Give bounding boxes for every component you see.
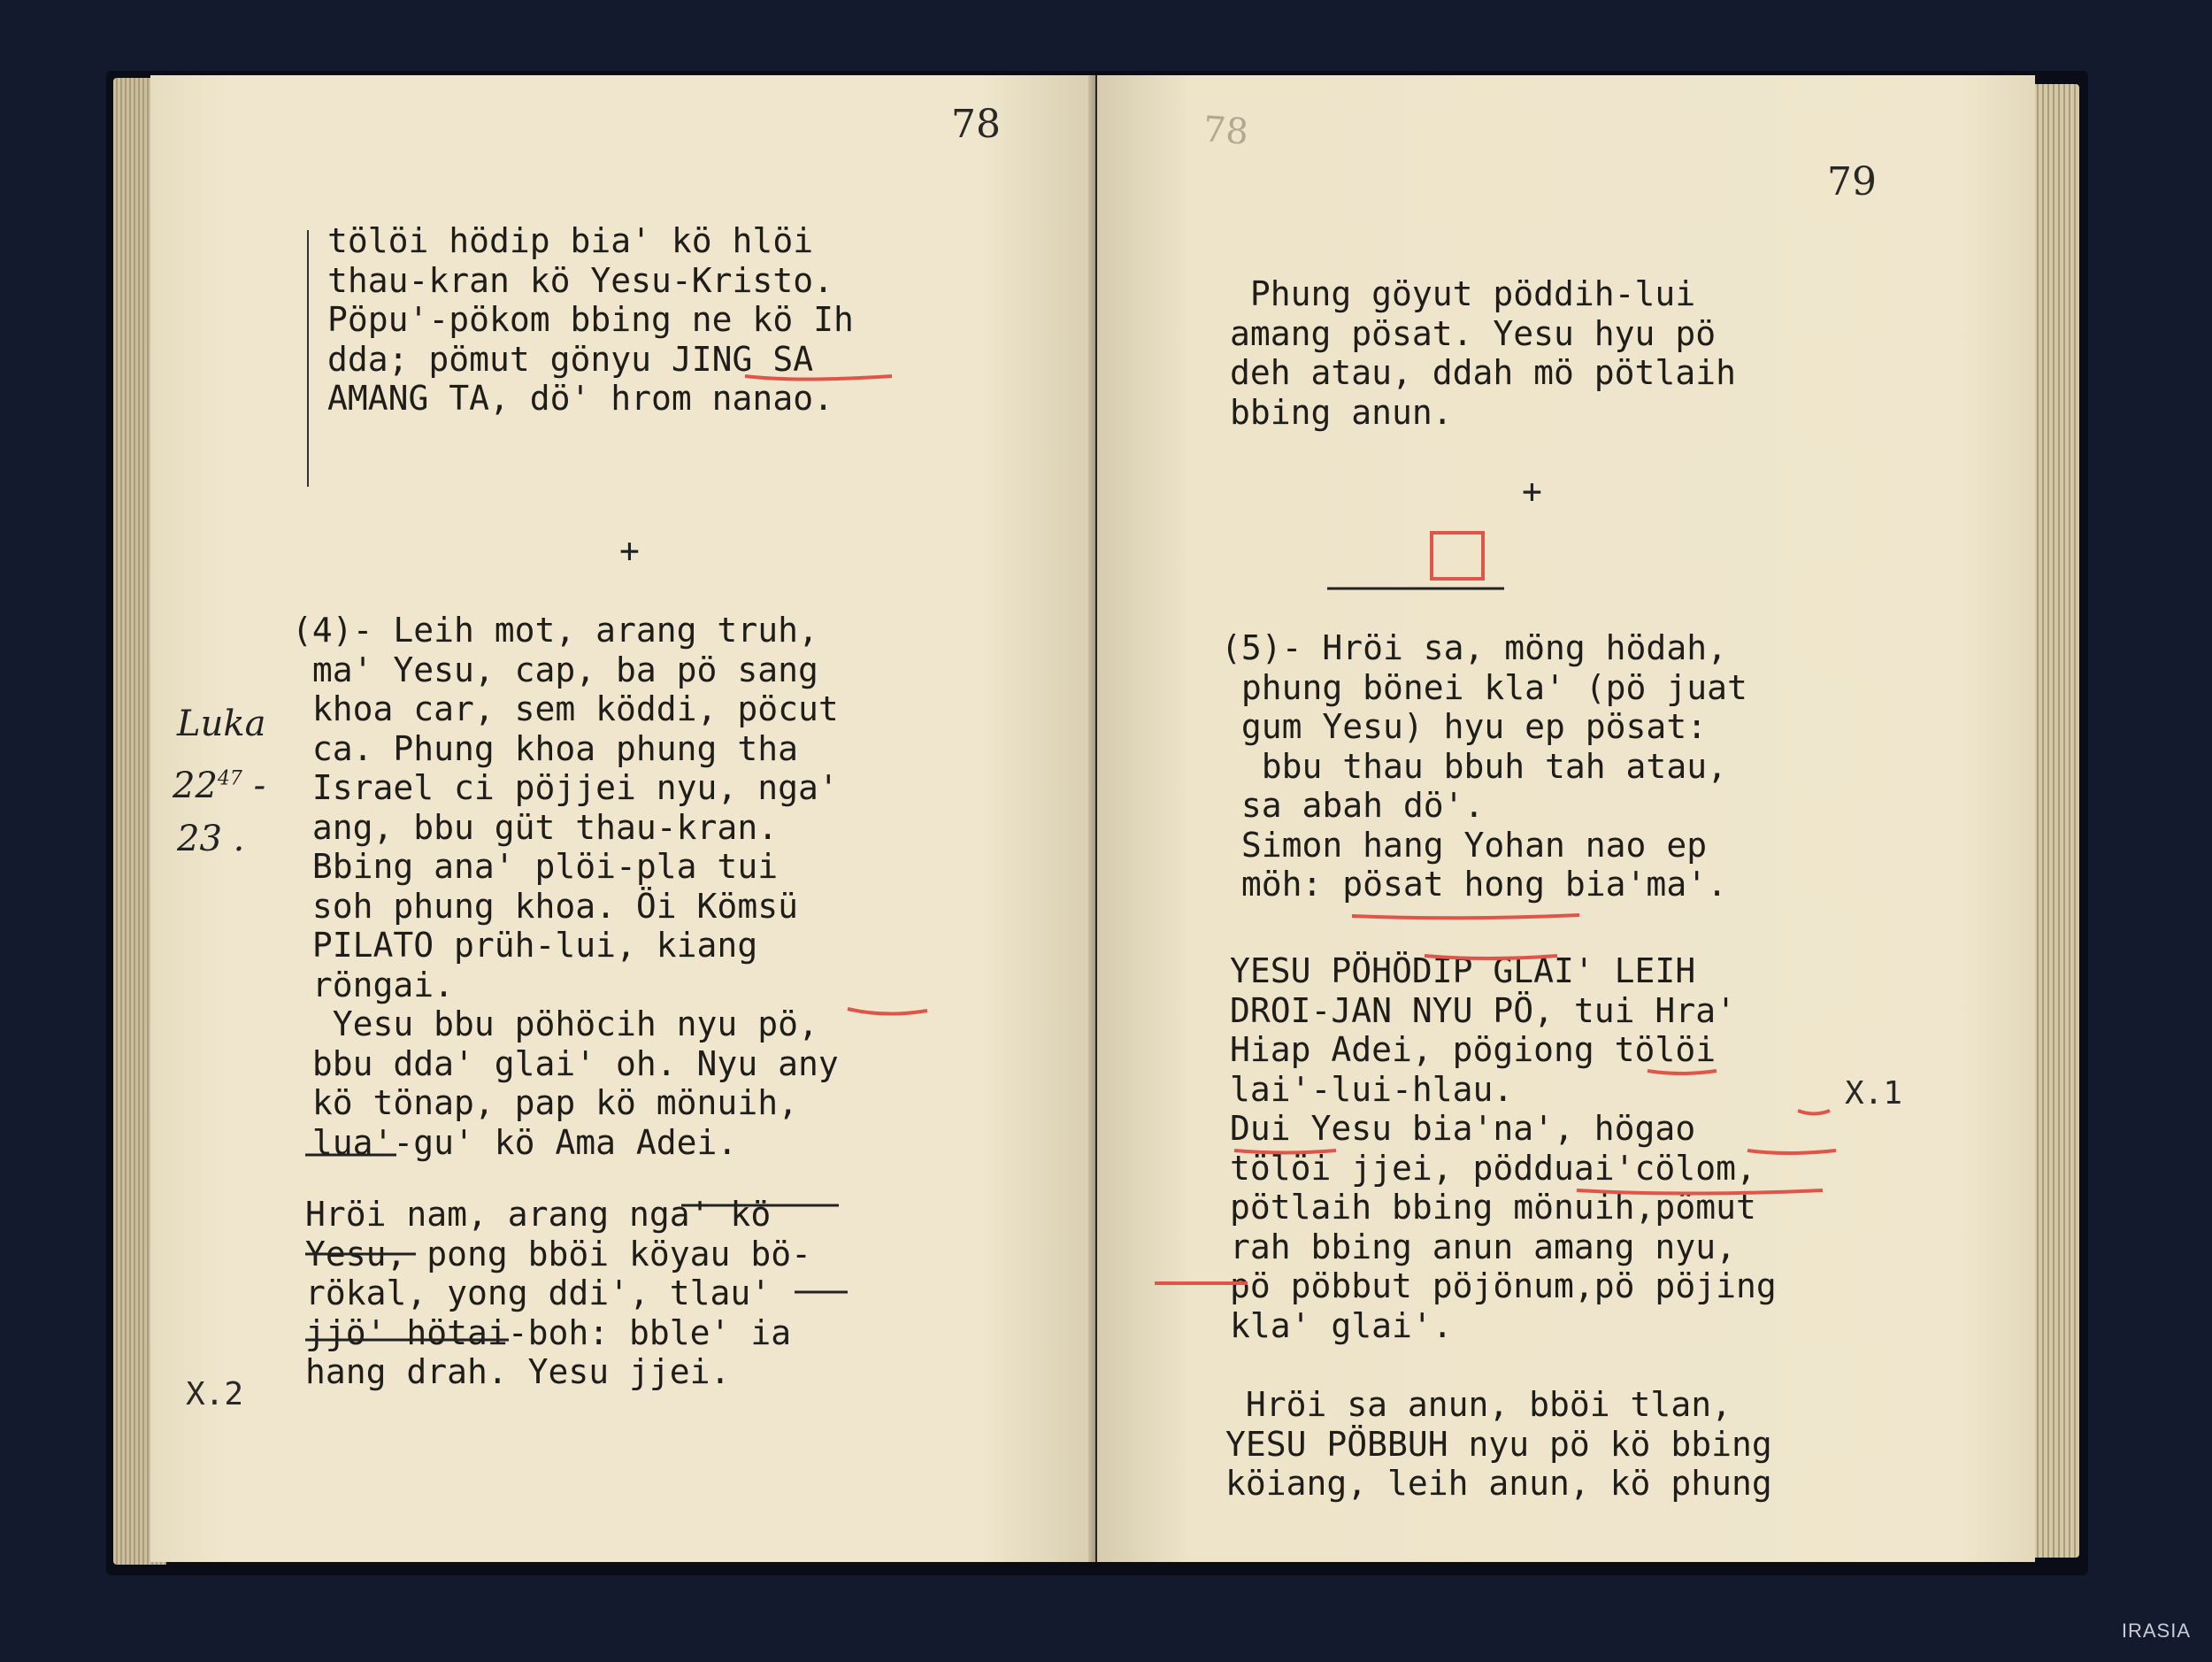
right-text-block-1: Phung göyut pöddih-lui amang pösat. Yesu hyu pö deh atau, ddah mö pötlaih bbing anun. — [1230, 274, 1736, 432]
right-page-number: 79 — [1827, 159, 1877, 204]
right-margin-reference: X.1 — [1845, 1075, 1903, 1112]
red-box-mark — [1432, 533, 1483, 579]
handwritten-verse: 47 — [217, 767, 242, 790]
right-ghost-number: 78 — [1202, 109, 1250, 153]
red-underline-potlaih — [1234, 1150, 1336, 1153]
handwritten-note-chapter-end: 23 . — [177, 819, 245, 859]
red-underline-any — [848, 1009, 927, 1014]
right-separator: + — [1522, 472, 1542, 511]
left-margin-reference: X.2 — [186, 1376, 244, 1412]
red-underline-pomut — [1747, 1150, 1836, 1153]
red-underline-colom — [1798, 1111, 1830, 1114]
red-underline-nyu-po — [1425, 956, 1557, 958]
right-text-block-3: YESU PÖHÖDIP GLAI' LEIH DROI-JAN NYU PÖ, tui Hra' Hiap Adei, pögiong tölöi lai'-lui-hlau. Dui Yesu bia'na', högao tölöi jjei, pödduai'cölom, pötlaih bbing mönuih,pömut rah bbing anun amang nyu, pö pöbbut pöjönum,pö pöjing kla' glai'. — [1230, 951, 1777, 1345]
handwritten-note-book: Luka — [177, 704, 266, 744]
red-underline-pohodip — [1352, 915, 1579, 918]
handwritten-chapter-2: 23 — [177, 819, 222, 859]
left-page-number: 78 — [951, 102, 1001, 147]
left-text-block-3: Hröi nam, arang nga' kö Yesu, pong bböi köyau bö- rökal, yong ddi', tlau' jjö' hötai-boh: bble' ia hang drah. Yesu jjei. — [305, 1195, 811, 1391]
left-text-block-1: tölöi hödip bia' kö hlöi thau-kran kö Yesu-Kristo. Pöpu'-pökom bbing ne kö Ih dda; pömut gönyu JING SA AMANG TA, dö' hrom nanao. — [327, 221, 854, 418]
right-text-block-2: (5)- Hröi sa, möng hödah, phung bönei kla' (pö juat gum Yesu) hyu ep pösat: bbu thau bbuh tah atau, sa abah dö'. Simon hang Yohan nao ep möh: pösat hong bia'ma'. — [1221, 628, 1747, 904]
right-text-block-4: Hröi sa anun, bböi tlan, YESU PÖBBUH nyu pö kö bbing köiang, leih anun, kö phung — [1225, 1385, 1772, 1503]
watermark-label: IRASIA — [2121, 1620, 2191, 1642]
red-underline-amang-nyu — [1577, 1190, 1823, 1194]
handwritten-note-verse: $22^{47}$ - — [173, 766, 266, 806]
red-underline-jing-sa — [745, 376, 892, 380]
left-text-block-2: (4)- Leih mot, arang truh, ma' Yesu, cap, ba pö sang khoa car, sem köddi, pöcut ca. Phung khoa phung tha Israel ci pöjjei nyu, nga' ang, bbu güt thau-kran. Bbing ana' plöi-pla tui soh phung khoa. Öi Kömsü PILATO prüh-lui, kiang röngai. Yesu bbu pöhöcih nyu pö, bbu dda' glai' oh. Nyu any kö tönap, pap kö mönuih, lua'-gu' kö Ama Adei. — [292, 611, 839, 1162]
handwritten-chapter: 22 — [173, 766, 218, 806]
left-separator: + — [619, 531, 640, 570]
red-underline-hogao — [1647, 1071, 1717, 1073]
